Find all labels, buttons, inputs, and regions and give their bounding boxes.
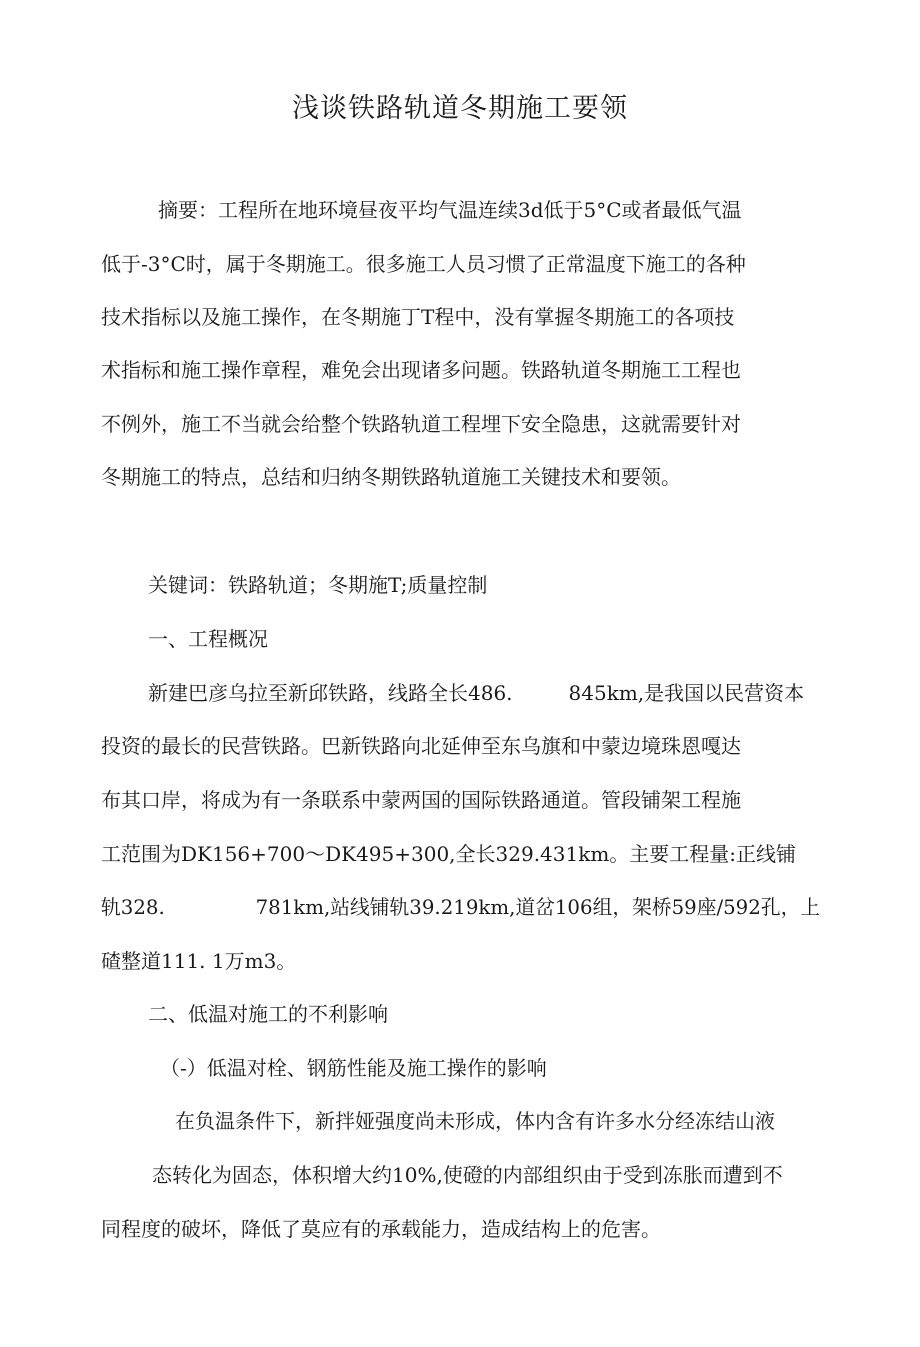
body-line-segment: 轨328. — [101, 895, 165, 919]
body-line — [148, 679, 804, 707]
body-line: 投资的最长的民营铁路。巴新铁路向北延伸至东乌旗和中蒙边境珠恩嘎达 — [101, 734, 741, 758]
section-heading: 二、低温对施工的不利影响 — [148, 1002, 388, 1026]
abstract-line: 低于-3°C时，属于冬期施工。很多施工人员习惯了正常温度下施工的各种 — [101, 252, 746, 276]
body-line — [101, 893, 820, 921]
abstract-line: 技术指标以及施工操作，在冬期施丁T程中，没有掌握冬期施工的各项技 — [101, 305, 735, 329]
abstract-line: 术指标和施工操作章程，难免会出现诸多问题。铁路轨道冬期施工工程也 — [101, 358, 741, 382]
abstract-line: 不例外，施工不当就会给整个铁路轨道工程埋下安全隐患，这就需要针对 — [101, 412, 741, 436]
body-line: 碴整道111. 1万m3。 — [101, 949, 297, 973]
body-line-segment: 845km,是我国以民营资本 — [568, 681, 805, 705]
body-line: 同程度的破坏，降低了莫应有的承载能力，造成结构上的危害。 — [101, 1217, 661, 1241]
abstract-line: 冬期施工的特点，总结和归纳冬期铁路轨道施工关键技术和要领。 — [101, 465, 681, 489]
body-line-segment: 781km,站线铺轨39.219km,道岔106组，架桥59座/592孔，上 — [255, 895, 821, 919]
body-line: 工范围为DK156+700～DK495+300,全长329.431km。主要工程量:正线铺 — [101, 842, 797, 866]
keywords: 关键词：铁路轨道；冬期施T;质量控制 — [148, 573, 488, 597]
section-heading: 一、工程概况 — [148, 627, 268, 651]
body-line: 布其口岸，将成为有一条联系中蒙两国的国际铁路通道。管段铺架工程施 — [101, 788, 741, 812]
subsection-heading: （-）低温对栓、钢筋性能及施工操作的影响 — [160, 1056, 547, 1080]
abstract-line: 摘要：工程所在地环境昼夜平均气温连续3d低于5°C或者最低气温 — [158, 198, 742, 222]
body-line: 态转化为固态，体积增大约10%,使磴的内部组织由于受到冻胀而遭到不 — [152, 1163, 783, 1187]
document-title: 浅谈铁路轨道冬期施工要领 — [292, 93, 628, 124]
body-line-segment: 新建巴彦乌拉至新邱铁路，线路全长486. — [148, 681, 513, 705]
body-line: 在负温条件下，新拌娅强度尚未形成，体内含有许多水分经冻结山液 — [175, 1109, 775, 1133]
